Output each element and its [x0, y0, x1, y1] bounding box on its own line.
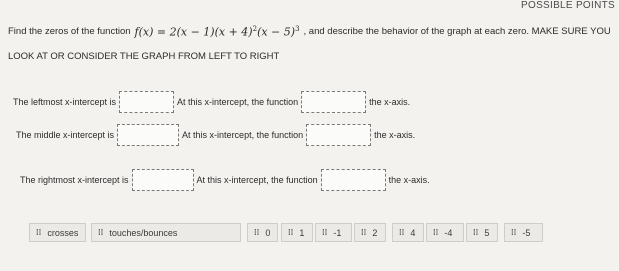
row-middle-text: At this x-intercept, the function [177, 97, 299, 107]
drop-zone-intercept[interactable] [117, 124, 179, 146]
row-end-text: the x-axis. [388, 175, 430, 185]
tile-label: -1 [333, 227, 342, 238]
question-suffix: , and describe the behavior of the graph at each zero. MAKE SURE YOU [303, 26, 611, 38]
drag-handle-icon: ⁞⁞ [254, 228, 260, 237]
row-label: The middle x-intercept is [16, 130, 115, 140]
tile-value-neg5[interactable] [504, 223, 543, 242]
tile-label: 5 [484, 227, 490, 238]
possible-points-label: POSSIBLE POINTS [521, 0, 615, 11]
drop-zone-behavior[interactable] [301, 91, 366, 113]
tile-value-0[interactable] [247, 223, 278, 242]
row-end-text: the x-axis. [374, 130, 416, 140]
tile-value-neg4[interactable] [426, 223, 464, 242]
drag-handle-icon: ⁞⁞ [399, 228, 405, 237]
drag-handle-icon: ⁞⁞ [36, 228, 42, 237]
tile-value-neg1[interactable] [315, 223, 352, 242]
drag-handle-icon: ⁞⁞ [322, 228, 328, 237]
drag-handle-icon: ⁞⁞ [433, 228, 439, 237]
tile-label: 2 [372, 227, 378, 238]
tile-label: crosses [47, 227, 79, 238]
drop-zone-behavior[interactable] [306, 124, 371, 146]
tile-value-1[interactable] [281, 223, 313, 242]
tile-label: 1 [299, 227, 305, 238]
row-label: The leftmost x-intercept is [13, 97, 117, 107]
tile-label: -4 [444, 227, 453, 238]
tile-value-5[interactable] [466, 223, 498, 242]
tile-label: 0 [265, 227, 271, 238]
tile-value-2[interactable] [354, 223, 386, 242]
drag-handle-icon: ⁞⁞ [98, 228, 104, 237]
drop-zone-behavior[interactable] [321, 169, 386, 191]
drop-zone-intercept[interactable] [132, 169, 194, 191]
row-label: The rightmost x-intercept is [20, 175, 129, 185]
instruction-text: LOOK AT OR CONSIDER THE GRAPH FROM LEFT TO RIGHT [8, 51, 280, 62]
tile-label: 4 [410, 227, 416, 238]
tile-touches-bounces[interactable] [91, 223, 241, 242]
drag-handle-icon: ⁞⁞ [288, 228, 294, 237]
drag-handle-icon: ⁞⁞ [473, 228, 479, 237]
answer-row-rightmost [20, 169, 430, 191]
question-prefix: Find the zeros of the function [8, 26, 131, 38]
answer-row-leftmost [13, 91, 410, 113]
tile-value-4[interactable] [392, 223, 424, 242]
drag-handle-icon: ⁞⁞ [511, 228, 517, 237]
tile-crosses[interactable] [29, 223, 86, 242]
row-middle-text: At this x-intercept, the function [182, 130, 304, 140]
drop-zone-intercept[interactable] [119, 91, 174, 113]
drag-handle-icon: ⁞⁞ [361, 228, 367, 237]
tile-label: -5 [522, 227, 531, 238]
row-end-text: the x-axis. [369, 97, 411, 107]
row-middle-text: At this x-intercept, the function [196, 175, 318, 185]
answer-row-middle [16, 124, 415, 146]
tile-label: touches/bounces [109, 227, 178, 238]
function-formula: $f(x) = 2(x - 1)(x + 4)^2(x - 5)^3$ [134, 25, 300, 39]
question-text [8, 25, 611, 39]
